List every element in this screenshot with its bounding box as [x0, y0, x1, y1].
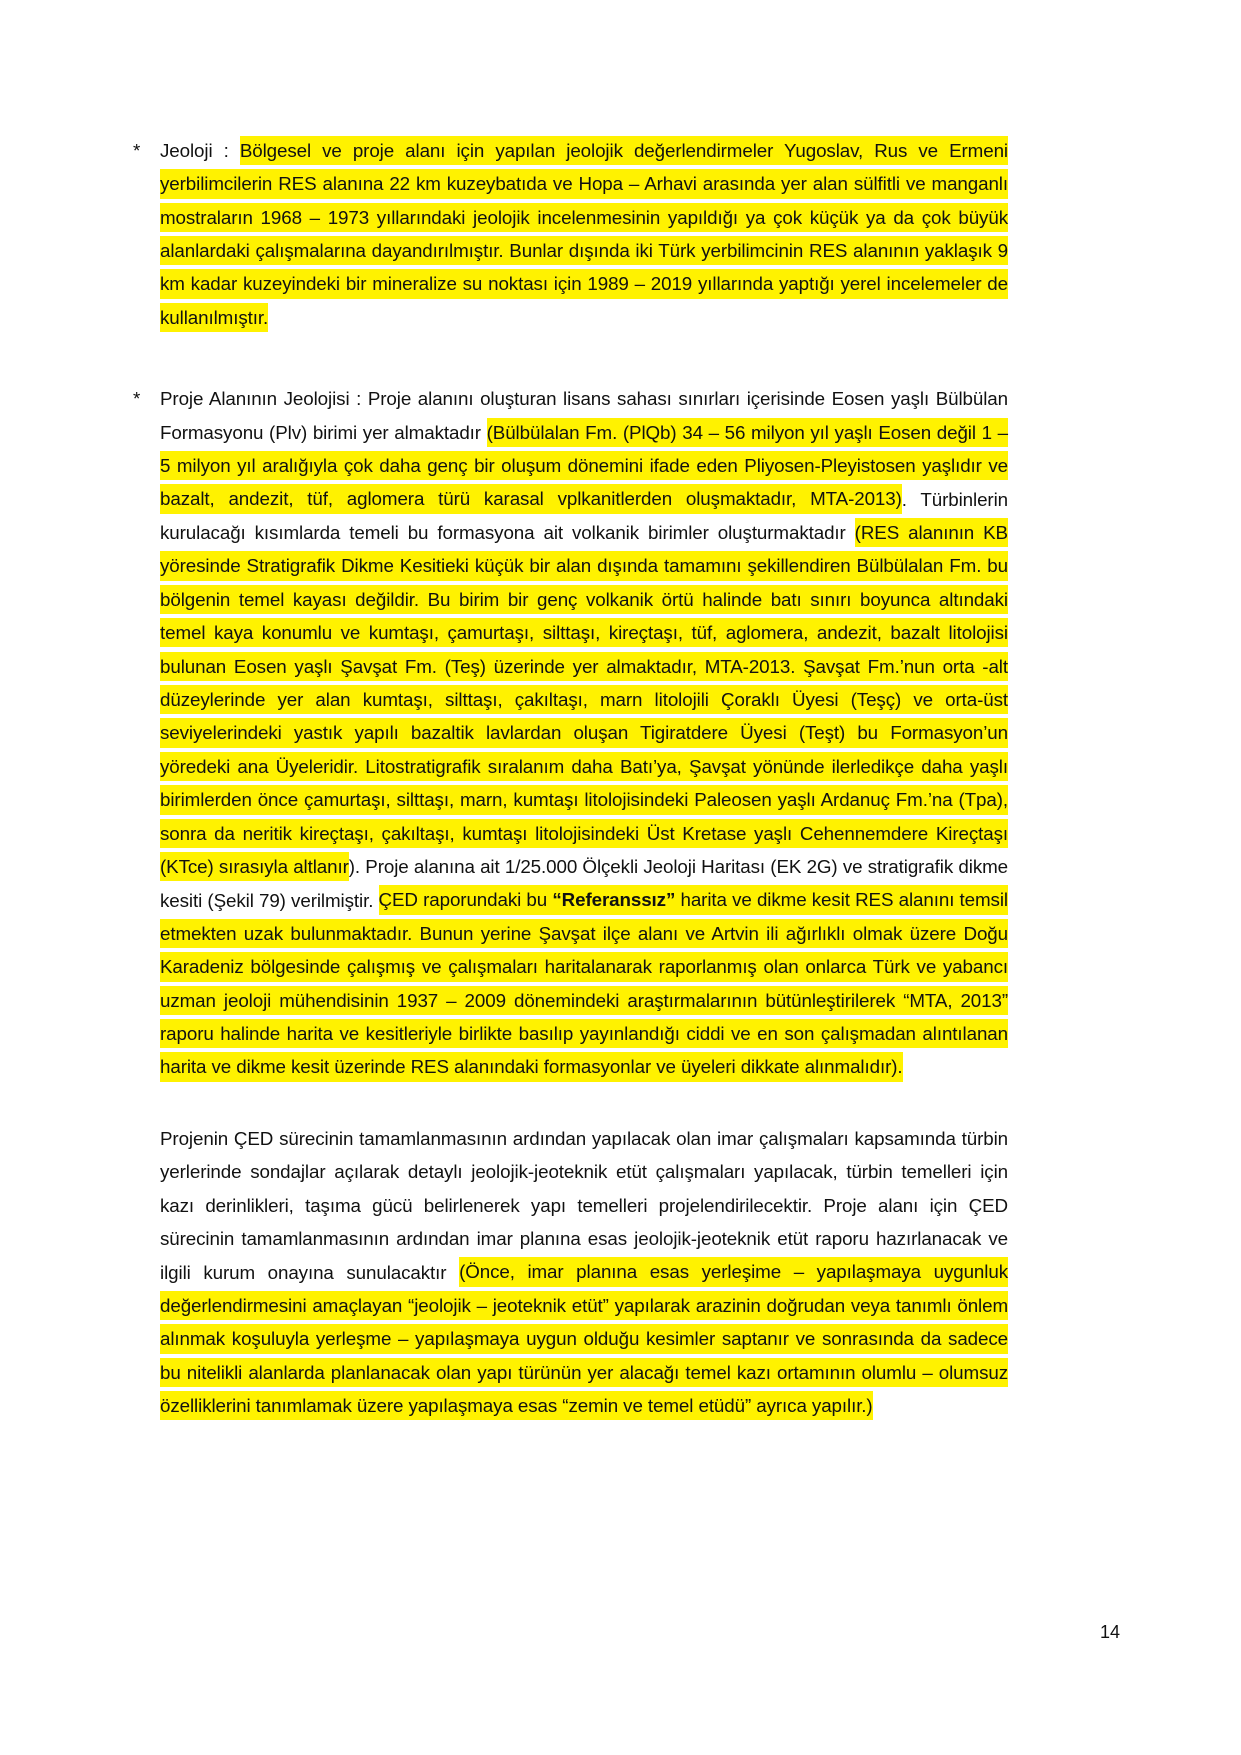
bullet-marker: *: [133, 140, 141, 161]
bullet-marker: *: [133, 388, 141, 410]
highlighted-text-run: (RES alanının KB yöresinde Stratigrafik Dikme Kesitieki küçük bir alan dışında tamamını şekillendiren Bülbülalan Fm. bu bölgenin temel kayası değildir. Bu birim bir genç volkanik örtü halinde batı sınırı boyunca altındaki temel kaya konumlu ve kumtaşı, çamurtaşı, silttaşı, kireçtaşı, tüf, aglomera, andezit, bazalt litolojisi bulunan Eosen yaşlı Şavşat Fm. (Teş) üzerinde yer almaktadır, MTA-2013. Şavşat Fm.’nun orta -alt düzeylerinde yer alan kumtaşı, silttaşı, çakıltaşı, marn litolojili Çoraklı Üyesi (Teşç) ve orta-üst seviyelerindeki yastık yapılı bazaltik lavlardan oluşan Tigiratdere Üyesi (Teşt) bu Formasyon’un yöredeki ana Üyeleridir. Litostratigrafik sıralanım daha Batı’ya, Şavşat yönünde ilerledikçe daha yaşlı birimlerden önce çamurtaşı, silttaşı, marn, kumtaşı litolojisindeki Paleosen yaşlı Ardanuç Fm.’na (Tpa), sonra da neritik kireçtaşı, çakıltaşı, kumtaşı litolojisindeki Üst Kretase yaşlı Cehennemdere Kireçtaşı (KTce) sırasıyla altlanır: [160, 518, 1008, 881]
text-run: Proje Alanının Jeolojisi : Proje alanını oluşturan lisans sahası sınırları içerisinde Eosen yaşlı Bülbülan Formasyonu (Plv) birimi yer almaktadır: [160, 388, 1008, 443]
highlighted-text-run: harita ve dikme kesit RES alanını temsil etmekten uzak bulunmaktadır. Bunun yerine Şavşat ilçe alanı ve Artvin ili ağırlıklı olmak üzere Doğu Karadeniz bölgesinde çalışmış ve çalışmaları haritalanarak raporlanmış olan onlarca Türk ve yabancı uzman jeoloji mühendisinin 1937 – 2009 dönemindeki araştırmalarının bütünleştirilerek “MTA, 2013” raporu halinde harita ve kesitleriyle birlikte basılıp yayınlandığı ciddi ve en son çalışmadan alıntılanan harita ve dikme kesit üzerinde RES alanındaki formasyonlar ve üyeleri dikkate alınmalıdır).: [160, 885, 1008, 1081]
highlighted-text-run: “Referanssız”: [552, 885, 675, 914]
highlighted-text-run: (Önce, imar planına esas yerleşime – yapılaşmaya uygunluk değerlendirmesini amaçlayan “jeolojik – jeoteknik etüt” yapılarak arazinin doğrudan veya tanımlı önlem alınmak koşuluyla yerleşme – yapılaşmaya uygun olduğu kesimler saptanır ve sonrasında da sadece bu nitelikli alanlarda planlanacak olan yapı türünün yer alacağı temel kazı ortamının olumlu – olumsuz özelliklerini tanımlamak üzere yapılaşmaya esas “zemin ve temel etüdü” ayrıca yapılır.): [160, 1257, 1008, 1420]
highlighted-text-run: ÇED raporundaki bu: [379, 885, 553, 914]
highlighted-text-run: Bölgesel ve proje alanı için yapılan jeolojik değerlendirmeler Yugoslav, Rus ve Ermeni yerbilimcilerin RES alanına 22 km kuzeybatıda ve Hopa – Arhavi arasında yer alan sülfitli ve manganlı mostraların 1968 – 1973 yıllarındaki jeolojik incelenmesinin yapıldığı ya çok küçük ya da çok büyük alanlardaki çalışmalarına dayandırılmıştır. Bunlar dışında iki Türk yerbilimcinin RES alanının yaklaşık 9 km kadar kuzeyindeki bir mineralize su noktası için 1989 – 2019 yıllarında yaptığı yerel incelemeler de kullanılmıştır.: [160, 136, 1008, 332]
text-run: ). Proje alanına ait 1/25.000 Ölçekli Jeoloji Haritası (EK 2G) ve stratigrafik dikme kesiti (Şekil 79) verilmiştir.: [160, 856, 1009, 911]
bullet-paragraph-jeoloji: [133, 134, 1008, 334]
text-run: Jeoloji :: [160, 140, 240, 161]
highlighted-text-run: (Bülbülalan Fm. (PlQb) 34 – 56 milyon yıl yaşlı Eosen değil 1 – 5 milyon yıl aralığıyla çok daha genç bir oluşum dönemini ifade eden Pliyosen-Pleyistosen yaşlıdır ve bazalt, andezit, tüf, aglomera türü karasal vplkanitlerden oluşmaktadır, MTA-2013): [160, 418, 1008, 514]
text-run: Projenin ÇED sürecinin tamamlanmasının ardından yapılacak olan imar çalışmaları kapsamında türbin yerlerinde sondajlar açılarak detaylı jeolojik-jeoteknik etüt çalışmaları yapılacak, türbin temelleri için kazı derinlikleri, taşıma gücü belirlenerek yapı temelleri projelendirilecektir. Proje alanı için ÇED sürecinin tamamlanmasının ardından imar planına esas jeolojik-jeoteknik etüt raporu hazırlanacak ve ilgili kurum onayına sunulacaktır: [160, 1127, 1008, 1283]
text-run: . Türbinlerin kurulacağı kısımlarda temeli bu formasyona ait volkanik birimler oluşturmaktadır: [160, 488, 1008, 544]
paragraph-ced-sureci: [160, 1122, 1008, 1423]
bullet-paragraph-proje-alaninin-jeolojisi: [133, 382, 1009, 1084]
document-body: [133, 134, 1009, 1423]
page-number: 14: [1100, 1622, 1121, 1642]
